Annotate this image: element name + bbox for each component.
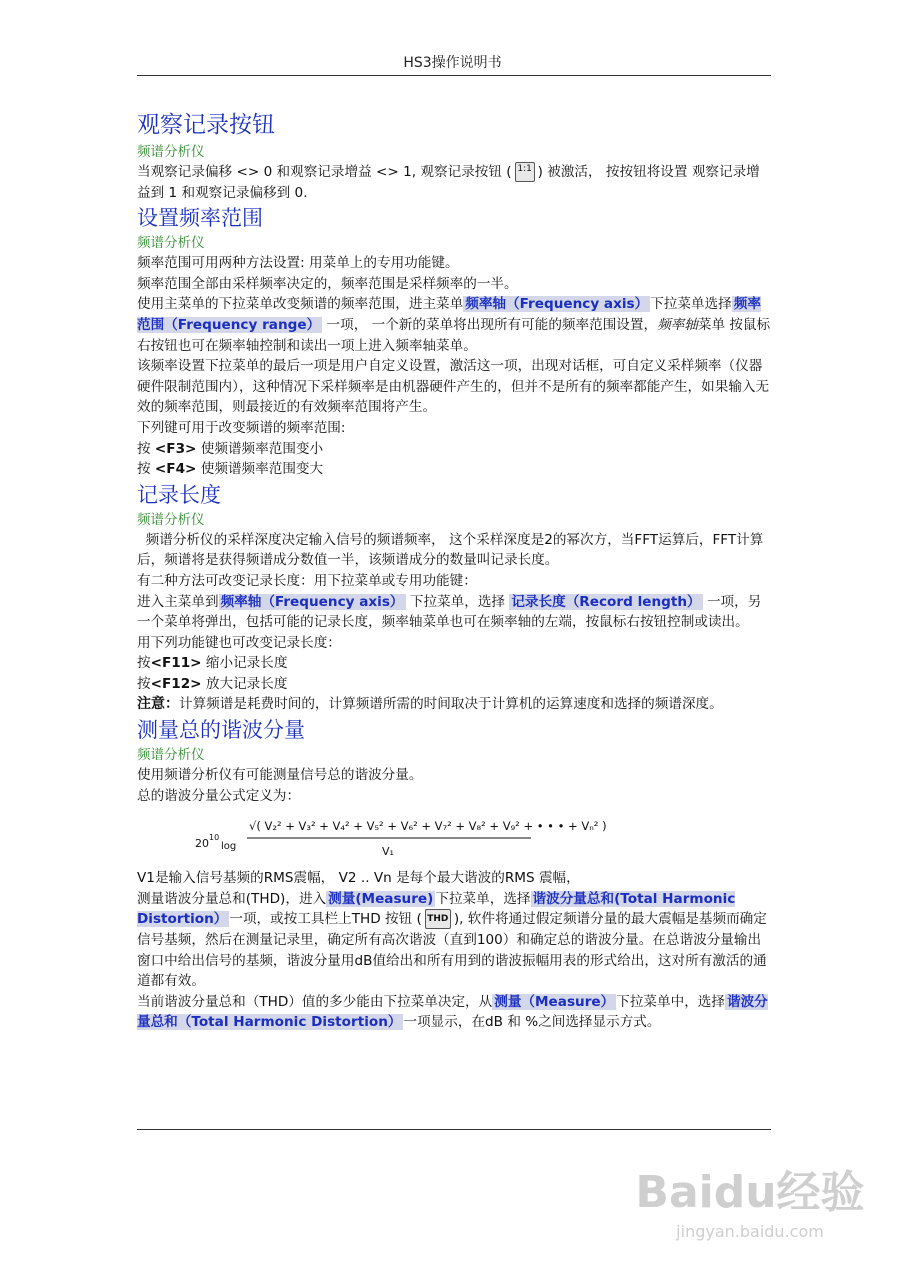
document-body xyxy=(137,108,771,1033)
section-title-record-button: 观察记录按钮 xyxy=(137,112,275,138)
formula-exponent: 10 xyxy=(209,833,220,843)
text-run: 下拉菜单中，选择 xyxy=(616,993,725,1010)
key-f12: <F12> xyxy=(150,675,202,692)
text-run: ) 被激活， 按按钮将设置 观察记录增益到 1 和观察记录偏移到 0. xyxy=(137,164,760,201)
footer-rule xyxy=(137,1129,771,1130)
paragraph xyxy=(137,992,771,1033)
text-run: 下拉菜单，选择 xyxy=(435,890,531,907)
paragraph: 有二种方法可改变记录长度：用下拉菜单或专用功能键： xyxy=(137,572,477,589)
text-run: 使频谱频率范围变小 xyxy=(196,440,324,457)
note-block xyxy=(137,694,771,715)
text-run: ), 软件将通过假定频谱分量的最大震幅是基频而确定信号基频，然后在测量记录里，确定所有高次谐波（直到100）和确定总的谐波分量。在总谐波分量输出窗口中给出信号的基频，谐波分量用dB值给出和所有用到的谐波振幅用表的形式给出，这对所有激活的通道都有效。 xyxy=(137,911,767,990)
menu-ref-measure: 测量(Measure) xyxy=(328,890,434,907)
text-run: 菜单 按鼠标右按钮也可在频率轴控制和读出一项上进入频率轴菜单。 xyxy=(137,316,771,354)
text-run: 当前谐波分量总和（THD）值的多少能由下拉菜单决定，从 xyxy=(137,993,493,1010)
note-label: 注意： xyxy=(137,696,179,713)
record-reset-icon xyxy=(515,162,535,182)
watermark-logo: Baidu经验 xyxy=(635,1167,865,1218)
text-run: 下拉菜单，选择 xyxy=(405,593,510,610)
thd-formula xyxy=(137,808,771,866)
section-subtitle: 频谱分析仪 xyxy=(137,235,205,252)
watermark-url: jingyan.baidu.com xyxy=(676,1222,824,1241)
text-run: 一项显示，在dB 和 %之间选择显示方式。 xyxy=(403,1014,661,1031)
text-run: 按 xyxy=(137,675,151,692)
text-run: 一项， 一个新的菜单将出现所有可能的频率范围设置， xyxy=(322,316,658,333)
paragraph xyxy=(137,162,771,203)
text-run: 测量谐波分量总和(THD)，进入 xyxy=(137,890,327,907)
formula-denominator: V₁ xyxy=(382,845,394,859)
key-f11: <F11> xyxy=(150,655,202,672)
text-run: 按 xyxy=(137,461,155,478)
paragraph xyxy=(137,294,771,356)
thd-button-icon: THD xyxy=(425,909,451,929)
text-run: 一项，或按工具栏上THD 按钮 ( xyxy=(229,911,422,928)
paragraph: 总的谐波分量公式定义为： xyxy=(137,787,301,804)
section-subtitle: 频谱分析仪 xyxy=(137,747,205,764)
text-run: 按 xyxy=(137,655,151,672)
paragraph xyxy=(137,889,771,992)
document-header-title: HS3操作说明书 xyxy=(403,55,502,71)
paragraph: V1是输入信号基频的RMS震幅， V2 .. Vn 是每个最大谐波的RMS 震幅， xyxy=(137,870,580,887)
formula-coefficient: 20 xyxy=(195,837,209,851)
thd-formula-graphic xyxy=(137,808,607,866)
paragraph: 频率范围全部由采样频率决定的，频率范围是采样频率的一半。 xyxy=(137,275,518,292)
key-line xyxy=(137,439,771,460)
text-run: 一项，另一个菜单将弹出，包括可能的记录长度，频率轴菜单也可在频率轴的左端，按鼠标右按钮控制或读出。 xyxy=(137,593,762,631)
paragraph: 频谱分析仪的采样深度决定输入信号的频谱频率， 这个采样深度是2的幂次方，当FFT运算后，FFT计算后，频谱将是获得频谱成分数值一半，该频谱成分的数量叫记录长度。 xyxy=(137,531,764,569)
section-title-frequency-range: 设置频率范围 xyxy=(137,206,263,231)
text-run: 使用主菜单的下拉菜单改变频谱的频率范围，进主菜单 xyxy=(137,296,464,313)
key-f4: <F4> xyxy=(154,461,197,478)
menu-ref-frequency-axis: 频率轴（Frequency axis） xyxy=(220,593,404,610)
italic-term: 频率轴 xyxy=(657,316,698,333)
formula-log: log xyxy=(221,841,237,853)
key-line xyxy=(137,674,771,695)
menu-ref-measure: 测量（Measure） xyxy=(494,993,615,1010)
menu-ref-frequency-axis: 频率轴（Frequency axis） xyxy=(465,296,649,313)
key-f3: <F3> xyxy=(154,440,197,457)
menu-ref-frequency-range: 频率范围（Frequency range） xyxy=(137,296,761,333)
key-line xyxy=(137,459,771,480)
paragraph: 使用频谱分析仪有可能测量信号总的谐波分量。 xyxy=(137,767,423,784)
section-subtitle: 频谱分析仪 xyxy=(137,511,205,528)
paragraph: 该频率设置下拉菜单的最后一项是用户自定义设置，激活这一项，出现对话框，可自定义采样频率（仪器硬件限制范围内），这种情况下采样频率是由机器硬件产生的，但并不是所有的频率都能产生，如果输入无效的频率范围，则最接近的有效频率范围将产生。 xyxy=(137,358,770,416)
paragraph xyxy=(137,592,771,633)
paragraph: 用下列功能键也可改变记录长度： xyxy=(137,634,341,651)
formula-numerator: √( V₂² + V₃² + V₄² + V₅² + V₆² + V₇² + V₈² + V₉² + • • • + Vₙ² ) xyxy=(249,819,607,834)
text-run: 进入主菜单到 xyxy=(137,593,219,610)
section-title-thd: 测量总的谐波分量 xyxy=(137,718,305,743)
menu-ref-thd: 谐波分量总和（Total Harmonic Distortion） xyxy=(137,993,768,1031)
paragraph: 频率范围可用两种方法设置: 用菜单上的专用功能键。 xyxy=(137,255,459,272)
menu-ref-thd: 谐波分量总和(Total Harmonic Distortion） xyxy=(137,890,736,928)
note-text: 计算频谱是耗费时间的，计算频谱所需的时间取决于计算机的运算速度和选择的频谱深度。 xyxy=(179,696,723,713)
text-run: 当观察记录偏移 <> 0 和观察记录增益 <> 1, 观察记录按钮 ( xyxy=(137,164,512,180)
text-run: 下拉菜单选择 xyxy=(650,296,732,313)
text-run: 使频谱频率范围变大 xyxy=(196,461,324,478)
text-run: 按 xyxy=(137,440,155,457)
text-run: 放大记录长度 xyxy=(201,675,288,692)
menu-ref-record-length: 记录长度（Record length） xyxy=(511,593,701,610)
baidu-watermark xyxy=(635,1165,865,1265)
paragraph: 下列键可用于改变频谱的频率范围: xyxy=(137,419,346,436)
text-run: 缩小记录长度 xyxy=(201,655,288,672)
section-subtitle: 频谱分析仪 xyxy=(137,144,205,160)
section-title-record-length: 记录长度 xyxy=(137,482,221,507)
key-line xyxy=(137,653,771,674)
header-rule xyxy=(137,75,771,76)
icon-label: 1:1 xyxy=(517,164,532,174)
